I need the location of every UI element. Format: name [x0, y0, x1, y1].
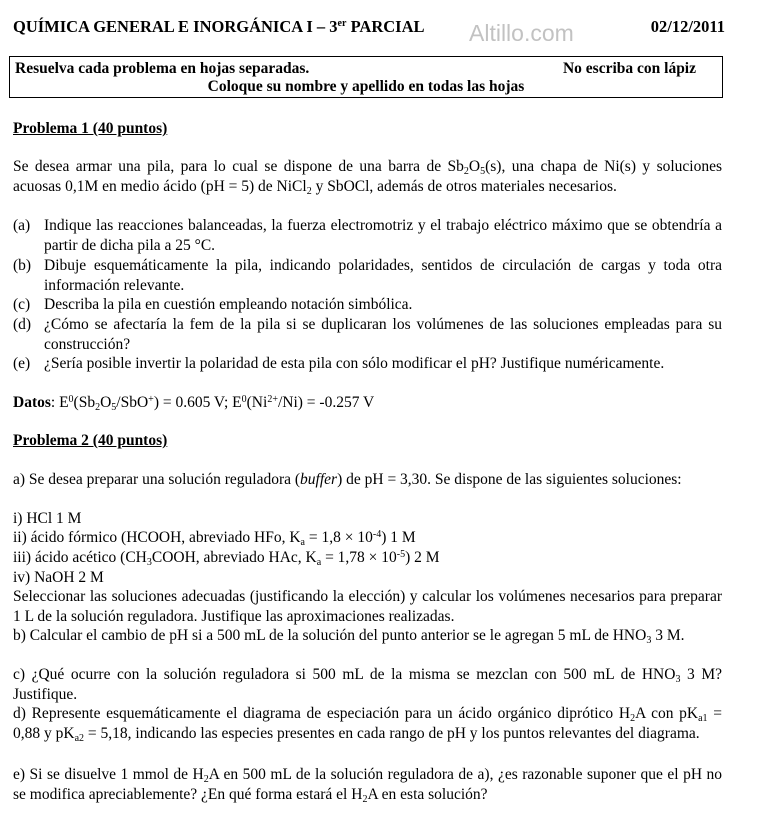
solution-iv: iv) NaOH 2 M — [13, 569, 104, 586]
problem-2-part-c: c) ¿Qué ocurre con la solución reguladora si 500 mL de la misma se mezclan con 500 mL de $HNO_3$ 3 M? Justifique. — [13, 666, 722, 703]
problem-2-part-d: d) Represente esquemáticamente el diagrama de especiación para un ácido orgánico diprótico $H_2A$ con $pK_{a1} = 0,88$ y $pK_{a2} = 5,18$, indicando las especies presentes en cada rango de pH y los puntos relevantes del diagrama. — [13, 705, 722, 744]
problem-2-part-a-task: Seleccionar las soluciones adecuadas (justificando la elección) y calcular los volúmenes necesarios para preparar 1 L de la solución reguladora. Justifique las aproximaciones realizadas. — [13, 588, 722, 625]
solution-ii: ii) ácido fórmico (HCOOH, abreviado HFo, $K_a = 1,8 \times 10^{-4}$) 1 M — [13, 529, 416, 548]
problem-1-data: Datos: $E^0(Sb_2O_5/SbO^+) = 0.605$ V; $E^0(Ni^{2+}/Ni) = -0.257$ V — [13, 394, 375, 413]
exam-date: 02/12/2011 — [650, 17, 725, 36]
problem-2-part-e: e) Si se disuelve 1 mmol de $H_2A$ en 500 mL de la solución reguladora de a), ¿es razonable suponer que el pH no se modifica apreciablemente? ¿En qué forma estará el $H_2A$ en esta solución? — [13, 766, 722, 805]
problem-2-part-b: b) Calcular el cambio de pH si a 500 mL de la solución del punto anterior se le agregan 5 mL de $HNO_3$ 3 M. — [13, 627, 685, 646]
instruction-separate-sheets: Resuelva cada problema en hojas separadas. — [15, 60, 310, 77]
instructions-box — [9, 56, 723, 98]
instruction-write-name: Coloque su nombre y apellido en todas las hojas — [207, 78, 525, 95]
exam-title: QUÍMICA GENERAL E INORGÁNICA I – 3er PARCIAL — [13, 17, 425, 36]
exam-header — [13, 14, 725, 44]
problem-1-item-d: (d) ¿Cómo se afectaría la fem de la pila si se duplicaran los volúmenes de las soluciones empleadas para su construcción? — [13, 316, 722, 353]
watermark-logo: Altillo.com — [469, 20, 574, 46]
instruction-no-pencil: No escriba con lápiz — [562, 60, 696, 77]
problem-2-part-a-intro: a) Se desea preparar una solución reguladora (buffer) de pH = 3,30. Se dispone de las siguientes soluciones: — [13, 471, 682, 488]
solution-i: i) HCl 1 M — [13, 510, 82, 527]
solution-iii: iii) ácido acético ($CH_3COOH$, abreviado HAc, $K_a = 1,78 \times 10^{-5}$) 2 M — [13, 549, 440, 568]
problem-1-item-b: (b) Dibuje esquemáticamente la pila, indicando polaridades, sentidos de circulación de cargas y toda otra información relevante. — [13, 257, 722, 294]
problem-2-heading: Problema 2 (40 puntos) — [13, 432, 168, 449]
problem-1-item-e: (e) ¿Sería posible invertir la polaridad de esta pila con sólo modificar el pH? Justifique numéricamente. — [13, 355, 665, 372]
problem-1-intro: Se desea armar una pila, para lo cual se dispone de una barra de $Sb_2O_5(s)$, una chapa de Ni(s) y soluciones acuosas 0,1M en medio ácido (pH = 5) de NiCl$_2$ y SbOCl, además de otros materiales necesarios. — [13, 158, 723, 197]
problem-1-item-a: (a) Indique las reacciones balanceadas, la fuerza electromotriz y el trabajo eléctrico máximo que se obtendría a partir de dicha pila a 25 °C. — [13, 217, 722, 254]
problem-1-item-c: (c) Describa la pila en cuestión empleando notación simbólica. — [13, 296, 413, 313]
problem-1-heading: Problema 1 (40 puntos) — [13, 120, 168, 137]
